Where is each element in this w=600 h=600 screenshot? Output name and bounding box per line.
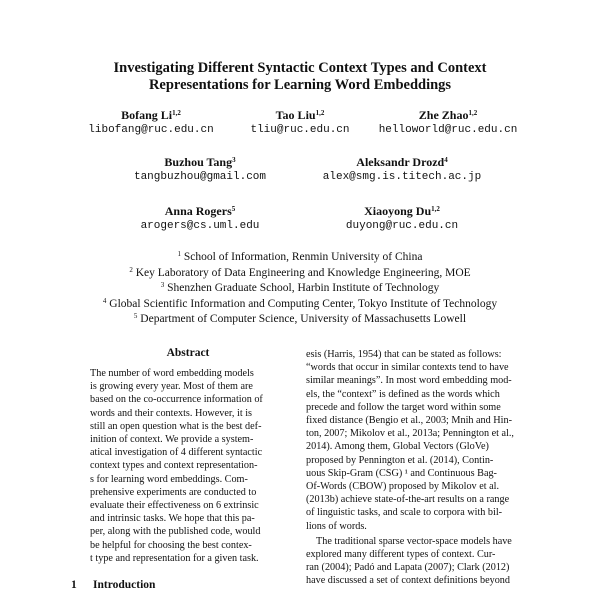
affiliation-line xyxy=(0,312,600,328)
abstract-line: is growing every year. Most of them are xyxy=(90,381,253,393)
affiliation-text: Key Laboratory of Data Engineering and Knowledge Engineering, MOE xyxy=(135,266,471,279)
affiliation-line xyxy=(0,281,600,297)
affiliation-text: School of Information, Renmin University of China xyxy=(183,251,423,263)
body-line: esis (Harris, 1954) that can be stated as follows: xyxy=(306,349,502,360)
affiliation-line xyxy=(0,297,600,313)
author-email[interactable]: helloworld@ruc.edu.cn xyxy=(378,124,518,136)
body-line: ton, 2007; Mikolov et al., 2013a; Pennington et al., xyxy=(306,428,514,440)
abstract-line: per, along with the published code, would xyxy=(90,526,261,538)
body-line: explored many different types of context. Cur- xyxy=(306,549,496,561)
affiliation-text: Department of Computer Science, University of Massachusetts Lowell xyxy=(140,313,467,325)
author-block xyxy=(105,155,295,184)
affiliation-line xyxy=(0,250,600,266)
author-block xyxy=(353,108,543,137)
abstract-heading: Abstract xyxy=(166,347,210,359)
abstract-line: inition of context. We provide a system- xyxy=(90,434,254,446)
body-line: Of-Words (CBOW) proposed by Mikolov et al. xyxy=(306,481,499,493)
affiliation-text: Shenzhen Graduate School, Harbin Institute of Technology xyxy=(167,282,440,294)
abstract-line: and intrinsic tasks. We hope that this pa- xyxy=(90,513,255,525)
body-line: precede and follow the target word within some xyxy=(306,401,501,413)
author-email[interactable]: tliu@ruc.edu.cn xyxy=(250,124,350,136)
author-affiliation-marker: 5 xyxy=(231,205,236,213)
abstract-line: evaluate their effectiveness on 6 extrinsic xyxy=(90,500,259,512)
affiliation-number: 2 xyxy=(129,265,133,274)
title-line-2: Representations for Learning Word Embeddings xyxy=(148,77,452,93)
body-line: similar meanings”. In most word embedding mod- xyxy=(306,375,512,387)
abstract-line: still an open question what is the best def- xyxy=(90,420,262,432)
abstract-body xyxy=(83,367,293,565)
author-name: Buzhou Tang xyxy=(164,155,233,169)
author-affiliation-marker: 1,2 xyxy=(315,109,325,117)
affiliation-line xyxy=(0,266,600,282)
section-title: Introduction xyxy=(93,579,156,591)
author-block xyxy=(105,204,295,233)
author-email[interactable]: libofang@ruc.edu.cn xyxy=(88,124,214,136)
affiliation-number: 1 xyxy=(177,250,182,258)
affiliation-number: 4 xyxy=(102,296,107,305)
title-line-1: Investigating Different Syntactic Context Types and Context xyxy=(113,60,487,76)
abstract-line: context types and context representation- xyxy=(90,460,258,472)
author-block xyxy=(292,155,512,184)
paper-title xyxy=(0,60,600,94)
author-name: Aleksandr Drozd xyxy=(356,155,445,169)
abstract-line: s for learning word embeddings. Com- xyxy=(90,473,248,485)
body-line: lions of words. xyxy=(306,520,367,532)
author-email[interactable]: duyong@ruc.edu.cn xyxy=(345,220,459,232)
body-line: (2013b) achieve state-of-the-art results on a range xyxy=(306,494,510,506)
abstract-line: words and their contexts. However, it is xyxy=(90,407,252,419)
author-name: Zhe Zhao xyxy=(418,108,469,122)
body-line: proposed by Pennington et al. (2014), Contin- xyxy=(306,454,494,466)
author-name: Xiaoyong Du xyxy=(364,204,432,218)
body-line: els, the “context” is defined as the words which xyxy=(306,388,500,400)
body-line: The traditional sparse vector-space models have xyxy=(316,535,512,547)
author-email[interactable]: arogers@cs.uml.edu xyxy=(140,220,260,232)
abstract-line: be helpful for choosing the best contex- xyxy=(90,539,252,551)
author-email[interactable]: tangbuzhou@gmail.com xyxy=(133,171,267,183)
body-column-right xyxy=(306,348,532,588)
affiliation-text: Global Scientific Information and Computing Center, Tokyo Institute of Technology xyxy=(109,297,498,310)
author-affiliation-marker: 3 xyxy=(232,156,236,164)
section-number: 1 xyxy=(71,579,77,591)
author-name: Tao Liu xyxy=(275,108,316,122)
abstract-line: t type and representation for a given task. xyxy=(90,552,259,564)
abstract-column xyxy=(83,346,293,565)
body-line: have discussed a set of context definitions beyond xyxy=(306,575,510,587)
section-heading-introduction xyxy=(71,578,155,592)
affiliation-number: 5 xyxy=(133,312,138,320)
author-name: Bofang Li xyxy=(121,108,173,122)
body-line: fixed distance (Bengio et al., 2003; Mnih and Hin- xyxy=(306,415,512,427)
abstract-line: The number of word embedding models xyxy=(90,368,254,379)
body-line: of linguistic tasks, and scale to corpora with bil- xyxy=(306,507,503,519)
body-line: 2014). Among them, Global Vectors (GloVe) xyxy=(306,441,489,453)
author-affiliation-marker: 4 xyxy=(444,156,448,164)
body-line: “words that occur in similar contexts tend to have xyxy=(306,362,509,374)
abstract-line: atical investigation of 4 different syntactic xyxy=(90,447,263,459)
author-email[interactable]: alex@smg.is.titech.ac.jp xyxy=(322,171,482,183)
affiliations xyxy=(0,250,600,328)
author-affiliation-marker: 1,2 xyxy=(431,205,440,213)
author-affiliation-marker: 1,2 xyxy=(172,109,181,117)
author-name: Anna Rogers xyxy=(164,204,232,218)
author-affiliation-marker: 1,2 xyxy=(468,109,478,117)
abstract-line: prehensive experiments are conducted to xyxy=(90,486,257,498)
abstract-line: based on the co-occurrence information of xyxy=(90,394,263,406)
body-line: ran (2004); Padó and Lapata (2007); Clark (2012) xyxy=(306,562,510,574)
body-line: uous Skip-Gram (CSG) ¹ and Continuous Bag- xyxy=(306,467,497,479)
author-block xyxy=(307,204,497,233)
affiliation-number: 3 xyxy=(160,281,165,289)
